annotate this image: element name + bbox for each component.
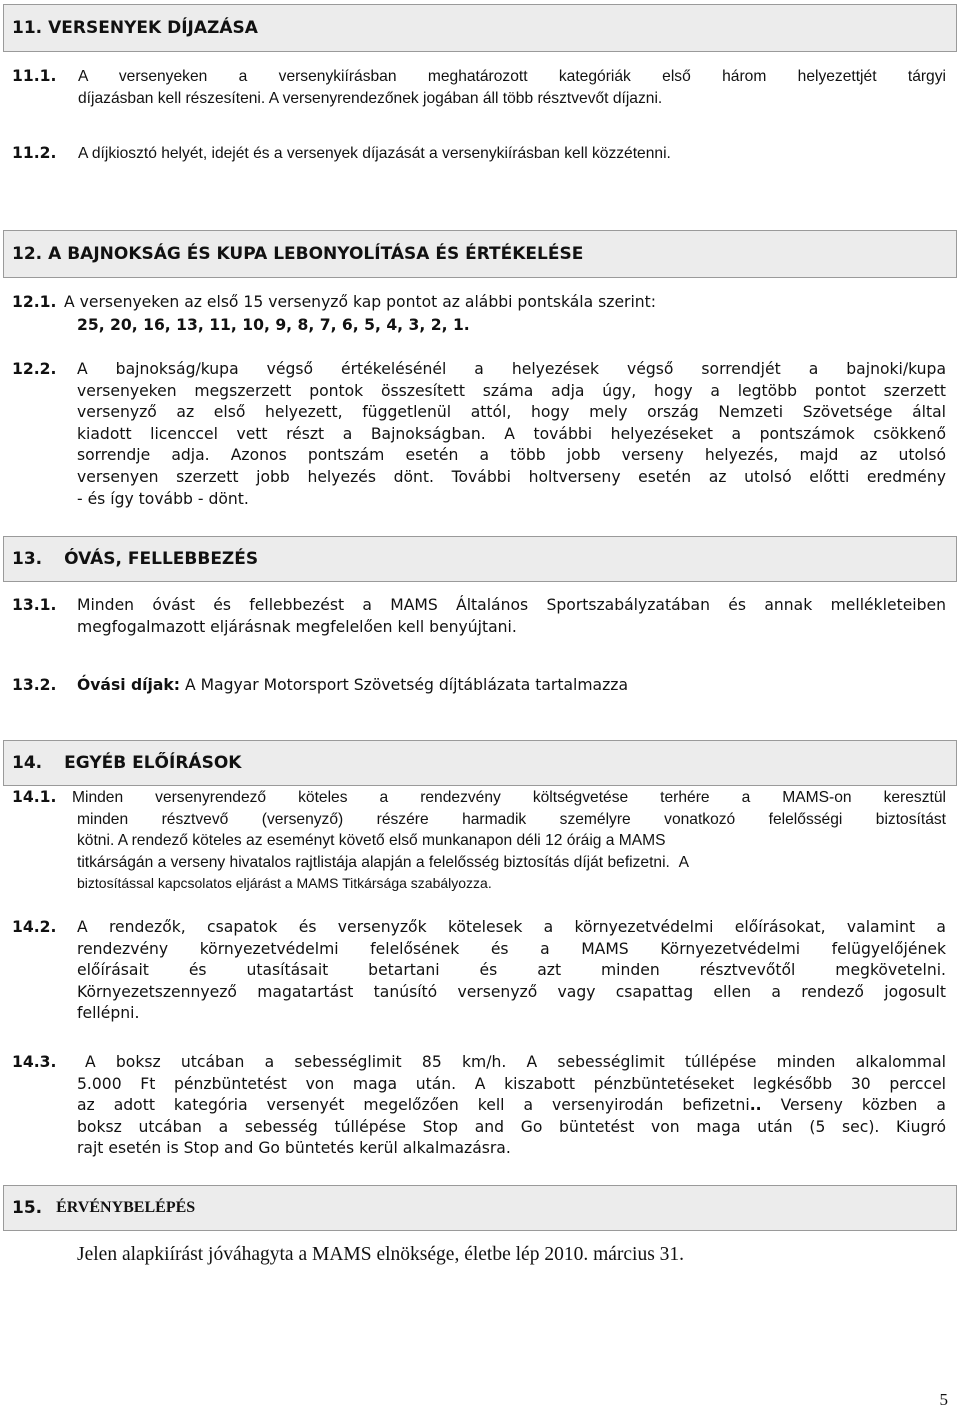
effective-date-text: Jelen alapkiírást jóváhagyta a MAMS elnöksége, életbe lép 2010. március 31. (77, 1244, 685, 1265)
paragraph-13-1 (12, 595, 946, 638)
paragraph-line: - és így tovább - dönt. (77, 489, 249, 508)
section-number: 11. (12, 18, 43, 38)
paragraph-14-3 (12, 1052, 946, 1160)
paragraph-line: megfogalmazott eljárásnak megfelelően kell benyújtani. (77, 617, 517, 636)
paragraph-11-1 (12, 66, 946, 109)
section-title: ÓVÁS, FELLEBBEZÉS (64, 549, 259, 569)
paragraph-line: versenyen szerzett jobb helyezés dönt. További holtverseny esetén az utolsó előtti eredmény (77, 467, 946, 486)
paragraph-line: kiadott licenccel vett részt a Bajnokságban. A további helyezéseket a pontszámok csökkenő (77, 424, 946, 443)
paragraph-line: 5.000 Ft pénzbüntetést von maga után. A kiszabott pénzbüntetéseket legkésőbb 30 perccel (77, 1074, 946, 1093)
paragraph-line: A rendezők, csapatok és versenyzők kötelesek a környezetvédelmi előírásokat, valamint a (77, 918, 946, 936)
paragraph-12-1 (12, 292, 946, 336)
paragraph-line: A (678, 853, 689, 871)
section-11-header (3, 4, 957, 52)
paragraph-14-1 (12, 787, 946, 895)
paragraph-line: titkárságán a verseny hivatalos rajtlistája alapján a felelősség biztosítás díját befizetni. (77, 853, 670, 871)
paragraph-line: A boksz utcában a sebességlimit 85 km/h. A sebességlimit túllépése minden alkalommal (85, 1053, 946, 1071)
paragraph-line: minden résztvevő (versenyző) részére harmadik személyre vonatkozó felelősségi biztosítást (77, 810, 946, 828)
section-number: 15. (12, 1198, 43, 1218)
paragraph-number: 14.2. (12, 918, 57, 936)
paragraph-line: A bajnokság/kupa végső értékelésénél a helyezések végső sorrendjét a bajnoki/kupa (77, 360, 946, 378)
paragraph-line: rendezvény környezetvédelmi felelősének és a MAMS Környezetvédelmi felügyelőjének (77, 939, 946, 958)
section-title: EGYÉB ELŐÍRÁSOK (64, 753, 242, 773)
paragraph-line: rajt esetén is Stop and Go büntetés kerül alkalmazásra. (77, 1139, 511, 1158)
paragraph-line: Minden versenyrendező köteles a rendezvény költségvetése terhére a MAMS-on keresztül (72, 789, 946, 806)
paragraph-number: 13.2. (12, 676, 57, 694)
paragraph-line: A versenyeken a versenykiírásban meghatározott kategóriák első három helyezettjét tárgyi (78, 68, 946, 85)
section-number: 13. (12, 549, 43, 569)
paragraph-line: biztosítással kapcsolatos eljárást a MAMS Titkársága szabályozza. (77, 875, 492, 892)
section-number: 12. (12, 244, 43, 264)
paragraph-line: az adott kategória versenyét megelőzően kell a versenyirodán befizetni (77, 1096, 750, 1115)
paragraph-line: A Magyar Motorsport Szövetség díjtáblázata tartalmazza (184, 676, 629, 694)
paragraph-line: Környezetszennyező magatartást tanúsító versenyző vagy csapattag ellen a rendező jogosult (77, 982, 946, 1001)
paragraph-number: 14.3. (12, 1053, 57, 1071)
fee-label: Óvási díjak: (77, 676, 180, 694)
paragraph-number: 11.2. (12, 144, 57, 162)
paragraph-number: 11.1. (12, 67, 57, 85)
paragraph-line: A versenyeken az első 15 versenyző kap pontot az alábbi pontskála szerint: (64, 293, 657, 311)
paragraph-line: Minden óvást és fellebbezést a MAMS Általános Sportszabályzatában és annak mellékleteiben (77, 596, 946, 614)
paragraph-12-2 (12, 359, 946, 510)
paragraph-11-2 (12, 143, 946, 165)
points-scale: 25, 20, 16, 13, 11, 10, 9, 8, 7, 6, 5, 4, 3, 2, 1. (77, 315, 470, 334)
paragraph-number: 14.1. (12, 788, 57, 806)
page-number: 5 (939, 1390, 948, 1409)
paragraph-14-2 (12, 917, 946, 1025)
paragraph-line: kötni. A rendező köteles az eseményt követő első munkanapon déli 12 óráig a MAMS (77, 832, 666, 850)
section-12-header (3, 230, 957, 278)
paragraph-line: Verseny közben a (780, 1096, 946, 1115)
paragraph-line: versenyeken megszerzett pontok összesített száma adja úgy, hogy a legtöbb pontot szerzett (77, 381, 946, 400)
paragraph-line: előírásait és utasításait betartani és azt minden résztvevőtől megkövetelni. (77, 961, 946, 980)
paragraph-13-2 (12, 675, 946, 697)
section-title: A BAJNOKSÁG ÉS KUPA LEBONYOLÍTÁSA ÉS ÉRTÉKELÉSE (48, 244, 584, 264)
paragraph-number: 12.1. (12, 293, 57, 311)
paragraph-number: 12.2. (12, 360, 57, 378)
section-number: 14. (12, 753, 43, 773)
paragraph-line: díjazásban kell részesíteni. A versenyrendezőnek jogában áll több résztvevőt díjazni. (78, 89, 663, 107)
paragraph-line: sorrendje adja. Azonos pontszám esetén a több jobb verseny helyezés, majd az utolsó (77, 446, 946, 465)
paragraph-line: versenyző az első helyezett, függetlenül attól, hogy mely ország Nemzeti Szövetsége által (77, 403, 946, 422)
section-13-header (3, 536, 957, 582)
paragraph-number: 13.1. (12, 596, 57, 614)
section-title: ÉRVÉNYBELÉPÉS (56, 1199, 196, 1216)
section-15-header (3, 1185, 957, 1231)
paragraph-line: boksz utcában a sebesség túllépése Stop and Go büntetést von maga után (5 sec). Kiugró (77, 1117, 946, 1136)
paragraph-line: fellépni. (77, 1004, 140, 1023)
paragraph-line: .. (749, 1096, 762, 1115)
section-14-header (3, 740, 957, 786)
paragraph-line: A díjkiosztó helyét, idejét és a versenyek díjazását a versenykiírásban kell közzétenni. (78, 145, 671, 162)
section-title: VERSENYEK DÍJAZÁSA (48, 18, 258, 38)
